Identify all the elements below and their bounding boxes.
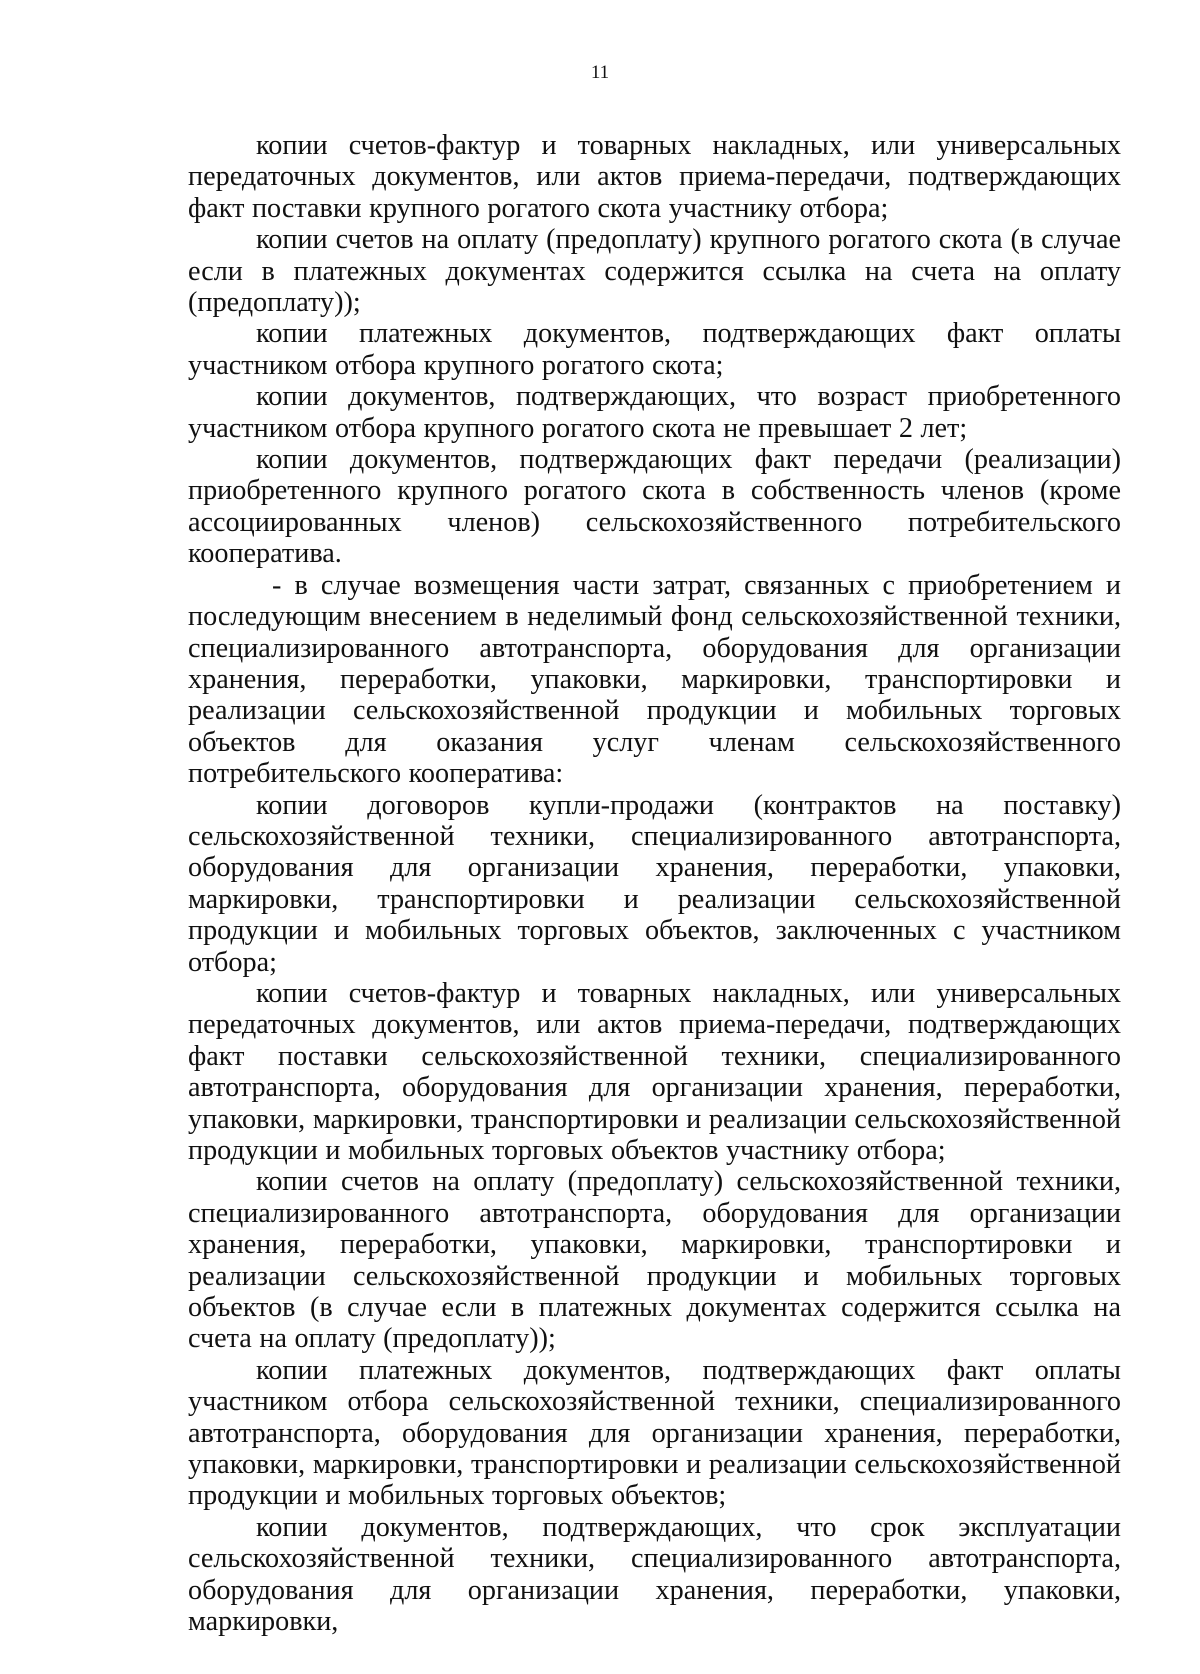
document-body	[188, 130, 1121, 1638]
paragraph: копии документов, подтверждающих, что возраст приобретенного участником отбора крупного рогатого скота не превышает 2 лет;	[188, 381, 1121, 444]
paragraph: копии документов, подтверждающих, что срок эксплуатации сельскохозяйственной техники, специализированного автотранспорта, оборудования для организации хранения, переработки, упаковки, маркировки,	[188, 1511, 1121, 1638]
paragraph: копии договоров купли-продажи (контрактов на поставку) сельскохозяйственной техники, специализированного автотранспорта, оборудования для организации хранения, переработки, упаковки, маркировки, транспортировки и реализации сельскохозяйственной продукции и мобильных торговых объектов, заключенных с участником отбора;	[188, 789, 1121, 978]
paragraph: копии счетов-фактур и товарных накладных, или универсальных передаточных документов, или актов приема-передачи, подтверждающих факт поставки крупного рогатого скота участнику отбора;	[188, 130, 1121, 224]
paragraph: - в случае возмещения части затрат, связанных с приобретением и последующим внесением в неделимый фонд сельскохозяйственной техники, специализированного автотранспорта, оборудования для организации хранения, переработки, упаковки, маркировки, транспортировки и реализации сельскохозяйственной продукции и мобильных торговых объектов для оказания услуг членам сельскохозяйственного потребительского кооператива:	[188, 569, 1121, 790]
paragraph: копии счетов на оплату (предоплату) крупного рогатого скота (в случае если в платежных документах содержится ссылка на счета на оплату (предоплату));	[188, 224, 1121, 319]
paragraph: копии платежных документов, подтверждающих факт оплаты участником отбора сельскохозяйственной техники, специализированного автотранспорта, оборудования для организации хранения, переработки, упаковки, маркировки, транспортировки и реализации сельскохозяйственной продукции и мобильных торговых объектов;	[188, 1354, 1121, 1512]
paragraph: копии счетов-фактур и товарных накладных, или универсальных передаточных документов, или актов приема-передачи, подтверждающих факт поставки сельскохозяйственной техники, специализированного автотранспорта, оборудования для организации хранения, переработки, упаковки, маркировки, транспортировки и реализации сельскохозяйственной продукции и мобильных торговых объектов участнику отбора;	[188, 977, 1121, 1166]
paragraph: копии счетов на оплату (предоплату) сельскохозяйственной техники, специализированного автотранспорта, оборудования для организации хранения, переработки, упаковки, маркировки, транспортировки и реализации сельскохозяйственной продукции и мобильных торговых объектов (в случае если в платежных документах содержится ссылка на счета на оплату (предоплату));	[188, 1166, 1121, 1355]
paragraph: копии документов, подтверждающих факт передачи (реализации) приобретенного крупного рогатого скота в собственность членов (кроме ассоциированных членов) сельскохозяйственного потребительского кооператива.	[188, 444, 1121, 570]
paragraph: копии платежных документов, подтверждающих факт оплаты участником отбора крупного рогатого скота;	[188, 318, 1121, 381]
page-number: 11	[590, 62, 610, 83]
